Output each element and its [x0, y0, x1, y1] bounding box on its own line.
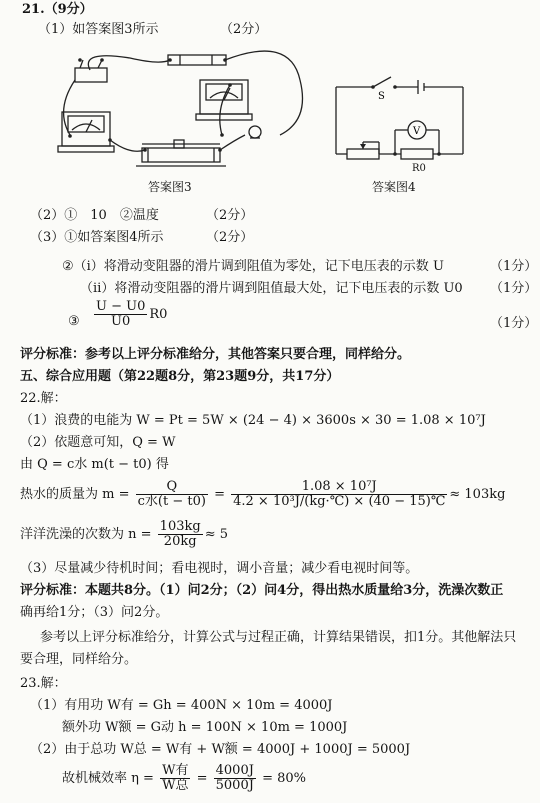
q21-part3-step-ii: （ⅱ）将滑动变阻器的滑片调到阻值最大处，记下电压表的示数 U0: [80, 281, 463, 296]
figure-4-caption: 答案图4: [372, 180, 416, 194]
formula-fraction: [94, 300, 147, 329]
q22-line1: （1）浪费的电能为 W = Pt = 5W × (24 − 4) × 3600s × 30 = 1.08 × 10⁷J: [20, 413, 486, 428]
q22-f1-denominator: c水(t − t0): [137, 494, 206, 509]
figure-4-circuit: [333, 72, 473, 167]
figure-3-caption: 答案图3: [148, 180, 192, 194]
q21-part1-score: （2分）: [220, 22, 268, 37]
q22-line3: 由 Q = c水 m(t − t0) 得: [20, 457, 169, 472]
q23-efficiency-result: = 80%: [257, 771, 306, 786]
q22-line6: （3）尽量减少待机时间；看电视时，调小音量；减少看电视时间等。: [20, 561, 419, 576]
q21-part3-score: （2分）: [206, 230, 254, 245]
q22-mass-label: 热水的质量为 m =: [20, 487, 134, 502]
q22-count-label: 洋洋洗澡的次数为 n =: [20, 527, 156, 542]
q22-header: 22.解：: [20, 391, 67, 406]
q23-f1-numerator: W有: [162, 763, 189, 778]
q22-count-numerator: 103kg: [159, 519, 201, 534]
q23-fraction-1: [160, 764, 190, 793]
q22-mass-fraction-1: [136, 480, 208, 509]
q21-part2-score: （2分）: [206, 208, 254, 223]
formula-numerator: U − U0: [96, 299, 146, 314]
q22-count-formula: [20, 520, 228, 549]
figure-4-voltmeter-label: V: [413, 126, 421, 137]
q21-header: 21.（9分）: [22, 2, 93, 17]
q22-mass-fraction-2: [231, 480, 447, 509]
q21-part3: （3）①如答案图4所示: [30, 230, 164, 245]
q21-part2: （2）① 10 ②温度: [30, 208, 159, 223]
formula-tail: R0: [149, 307, 168, 322]
q21-part3-step-i-score: （1分）: [490, 259, 538, 274]
q22-mass-formula: 热水的质量为 m = $\frac{Q}{\text{c水(t − t0)}}$ = $\frac{\text{1.08 × 10⁷J}}{\text{4.2 × 10³J/(kg·℃) × (40 − 15)℃}}$ ≈ 103kg: [20, 479, 506, 509]
q21-part3-step-i: ②（ⅰ）将滑动变阻器的滑片调到阻值为零处，记下电压表的示数 U: [62, 259, 444, 274]
q22-line2: （2）依题意可知，Q = W: [20, 435, 176, 450]
figure-4-switch-label: S: [378, 91, 385, 102]
q22-reference-2: 要合理，同样给分。: [20, 652, 138, 667]
figure-4-resistor-label: R0: [412, 163, 426, 174]
q21-part3-step-ii-score: （1分）: [490, 281, 538, 296]
q22-reference-1: 参考以上评分标准给分，计算公式与过程正确，计算结果错误，扣1分。其他解法只: [40, 630, 517, 645]
figure-3-apparatus: [50, 40, 315, 180]
section-5-title: 五、综合应用题（第22题8分，第23题9分，共17分）: [20, 369, 340, 384]
q23-header: 23.解：: [20, 676, 67, 691]
q22-f2-denominator: 4.2 × 10³J/(kg·℃) × (40 − 15)℃: [233, 494, 446, 509]
q21-part1: （1）如答案图3所示: [38, 22, 159, 37]
q22-count-fraction: [158, 520, 203, 549]
q22-standard-2: 确再给1分；（3）问2分。: [20, 605, 169, 620]
q23-fraction-2: [214, 764, 256, 793]
q22-count-result: ≈ 5: [204, 527, 228, 542]
formula-denominator: U0: [111, 314, 131, 329]
q23-f1-denominator: W总: [162, 778, 189, 793]
q23-line2: 额外功 W额 = G动 h = 100N × 10m = 1000J: [62, 720, 348, 735]
q23-equals: =: [192, 771, 212, 786]
q23-f2-denominator: 5000J: [215, 778, 254, 793]
q23-line3: （2）由于总功 W总 = W有 + W额 = 4000J + 1000J = 5000J: [30, 742, 411, 757]
q21-part3-formula: [92, 300, 167, 329]
q22-f2-numerator: 1.08 × 10⁷J: [231, 480, 447, 495]
q23-efficiency-label: 故机械效率 η =: [62, 771, 159, 786]
q22-mass-result: ≈ 103kg: [449, 487, 506, 502]
q23-line1: （1）有用功 W有 = Gh = 400N × 10m = 4000J: [30, 698, 333, 713]
q22-count-denominator: 20kg: [163, 534, 197, 549]
q21-part3-step3-label: ③: [68, 314, 80, 329]
q22-standard-1: [20, 583, 503, 599]
q21-part3-step3-score: （1分）: [490, 316, 538, 331]
q23-f2-numerator: 4000J: [215, 763, 254, 778]
q22-standard-text-1: 评分标准：本题共8分。（1）问2分；（2）问4分，得出热水质量给3分，洗澡次数正: [20, 583, 504, 598]
q22-f1-numerator: Q: [136, 480, 208, 495]
q23-efficiency-formula: [62, 764, 306, 793]
q21-scoring-standard: 评分标准：参考以上评分标准给分，其他答案只要合理，同样给分。: [20, 347, 411, 362]
